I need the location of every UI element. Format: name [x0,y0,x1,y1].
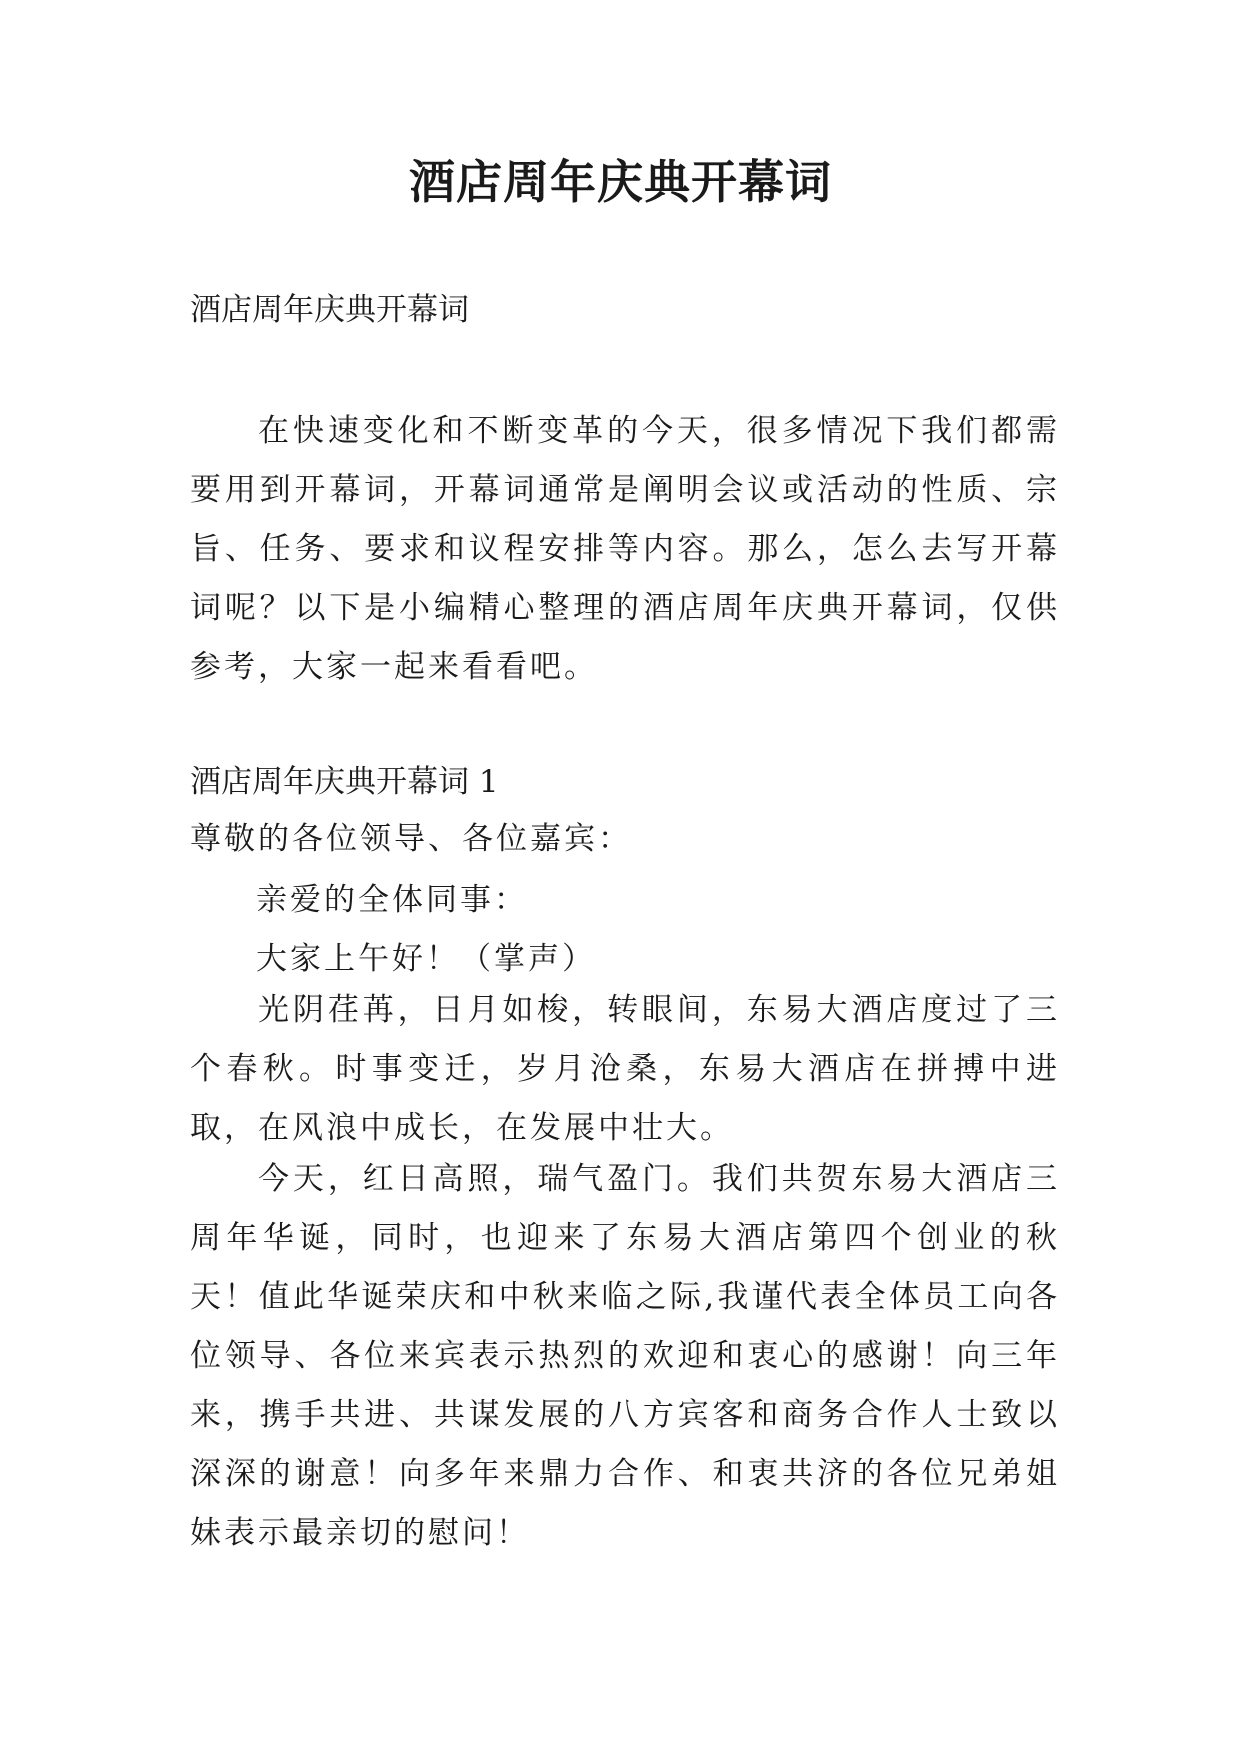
greeting-line: 亲爱的全体同事： [256,882,528,918]
greeting-line: 大家上午好！（掌声） [256,941,596,977]
body-paragraph: 光阴荏苒，日月如梭，转眼间，东易大酒店度过了三个春秋。时事变迁，岁月沧桑，东易大酒店在拼搏中进取，在风浪中成长，在发展中壮大。 [190,992,1060,1146]
body-paragraph: 今天，红日高照，瑞气盈门。我们共贺东易大酒店三周年华诞，同时，也迎来了东易大酒店第四个创业的秋天！值此华诞荣庆和中秋来临之际,我谨代表全体员工向各位领导、各位来宾表示热烈的欢迎和衷心的感谢！向三年来，携手共进、共谋发展的八方宾客和商务合作人士致以深深的谢意！向多年来鼎力合作、和衷共济的各位兄弟姐妹表示最亲切的慰问！ [190,1161,1060,1551]
document-subtitle: 酒店周年庆典开幕词 [190,292,469,328]
section-heading: 酒店周年庆典开幕词 1 [190,764,499,800]
document-title: 酒店周年庆典开幕词 [409,155,832,209]
intro-paragraph: 在快速变化和不断变革的今天，很多情况下我们都需要用到开幕词，开幕词通常是阐明会议或活动的性质、宗旨、任务、要求和议程安排等内容。那么，怎么去写开幕词呢？以下是小编精心整理的酒店周年庆典开幕词，仅供参考，大家一起来看看吧。 [190,413,1060,685]
greeting-line: 尊敬的各位领导、各位嘉宾： [190,821,632,857]
